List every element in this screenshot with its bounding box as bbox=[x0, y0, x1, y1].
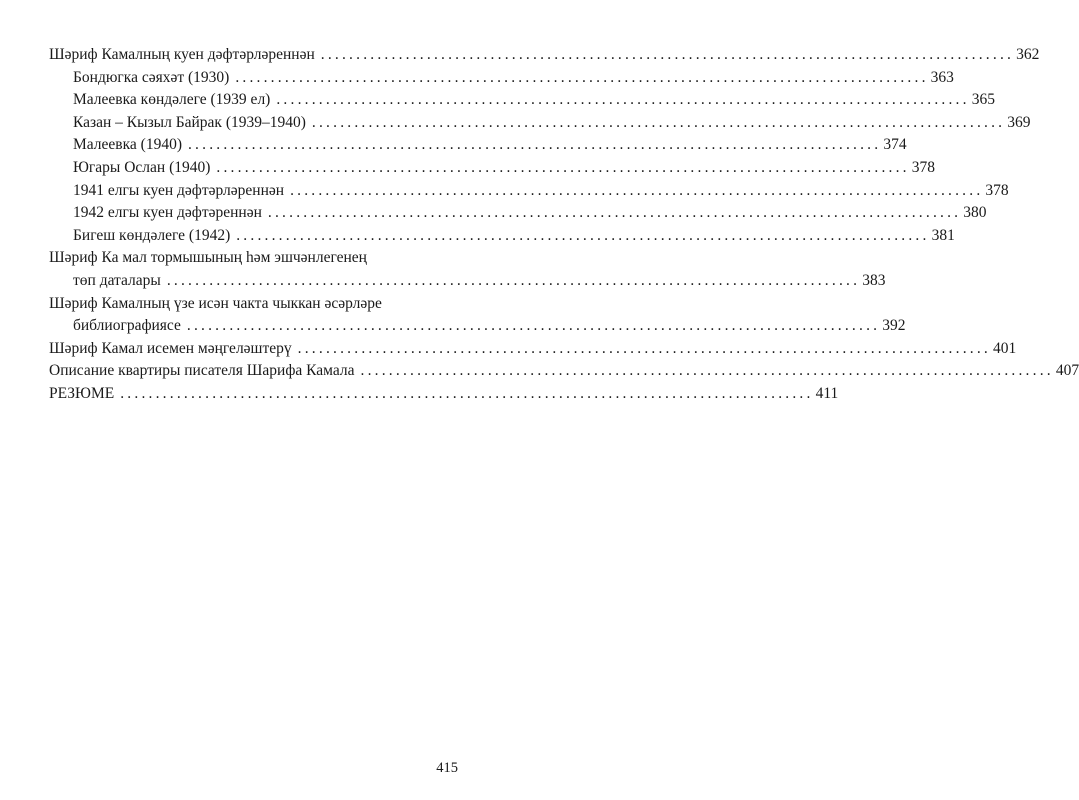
dot-leader: .................................................................................................. bbox=[186, 317, 881, 335]
toc-entry-title: библиографиясе bbox=[73, 317, 181, 335]
toc-entry bbox=[49, 44, 1040, 67]
toc-entry-page: 369 bbox=[1007, 113, 1031, 131]
toc-entry-title: Бондюгка сәяхәт (1930) bbox=[73, 68, 230, 86]
toc-entry-page: 378 bbox=[985, 181, 1009, 199]
toc-entry-title: Бигеш көндәлеге (1942) bbox=[73, 226, 231, 244]
toc-entry bbox=[49, 270, 886, 293]
toc-entry-title: Малеевка (1940) bbox=[73, 136, 182, 154]
toc-entry-page: 362 bbox=[1016, 46, 1040, 63]
toc-entry-title: Шәриф Камалның үзе исән чакта чыккан әсәрләре bbox=[49, 294, 382, 312]
toc-entry bbox=[49, 180, 1009, 203]
dot-leader: .................................................................................................. bbox=[216, 158, 910, 176]
toc-entry bbox=[49, 112, 1031, 135]
dot-leader: .................................................................................................. bbox=[311, 113, 1006, 131]
dot-leader: .................................................................................................. bbox=[267, 204, 962, 222]
toc-entry-page: 374 bbox=[883, 136, 907, 154]
toc-entry-title: Малеевка көндәлеге (1939 ел) bbox=[73, 91, 271, 109]
toc-entry-page: 407 bbox=[1055, 362, 1079, 380]
toc-entry-title: Казан – Кызыл Байрак (1939–1940) bbox=[73, 113, 306, 131]
toc-entry-title: 1941 елгы куен дәфтәрләреннән bbox=[73, 181, 285, 199]
toc-entry bbox=[49, 134, 907, 157]
toc-entry-title: РЕЗЮМЕ bbox=[49, 384, 115, 402]
toc-entry-first-line bbox=[49, 293, 457, 316]
dot-leader: .................................................................................................. bbox=[360, 362, 1054, 380]
toc-entry-first-line bbox=[49, 247, 457, 270]
toc-entry bbox=[49, 157, 935, 180]
dot-leader: .................................................................................................. bbox=[235, 68, 929, 86]
toc-entry bbox=[49, 225, 955, 248]
dot-leader: .................................................................................................. bbox=[236, 226, 930, 244]
toc-entry bbox=[49, 202, 987, 225]
toc-entry bbox=[49, 338, 1017, 361]
toc-entry-title: Югары Ослан (1940) bbox=[73, 158, 211, 176]
dot-leader: .................................................................................................. bbox=[297, 339, 992, 357]
toc-entry-title: Шәриф Камал исемен мәңгеләштерү bbox=[49, 339, 292, 357]
toc-entry-page: 363 bbox=[930, 68, 954, 86]
dot-leader: .................................................................................................. bbox=[120, 384, 814, 402]
dot-leader: .................................................................................................. bbox=[187, 136, 882, 154]
toc-entry-page: 380 bbox=[963, 204, 987, 222]
table-of-contents bbox=[49, 44, 1079, 406]
toc-entry-page: 365 bbox=[971, 91, 995, 109]
toc-entry-page: 411 bbox=[815, 384, 839, 402]
toc-entry-page: 378 bbox=[911, 158, 935, 176]
toc-entry-page: 401 bbox=[993, 339, 1017, 357]
toc-entry bbox=[49, 67, 954, 90]
toc-entry bbox=[49, 89, 995, 112]
toc-entry-page: 383 bbox=[862, 271, 886, 289]
page-number: 415 bbox=[436, 760, 458, 776]
toc-entry-title: 1942 елгы куен дәфтәреннән bbox=[73, 204, 262, 222]
toc-entry-title: Шәриф Ка мал тормышының һәм эшчәнлегенең bbox=[49, 249, 367, 267]
toc-entry bbox=[49, 315, 906, 338]
toc-entry-title: төп даталары bbox=[73, 271, 161, 289]
dot-leader: .................................................................................................. bbox=[320, 46, 1015, 63]
toc-entry bbox=[49, 360, 1079, 383]
dot-leader: .................................................................................................. bbox=[276, 91, 970, 109]
dot-leader: .................................................................................................. bbox=[166, 271, 861, 289]
toc-entry-title: Описание квартиры писателя Шарифа Камала bbox=[49, 362, 355, 380]
toc-entry bbox=[49, 383, 839, 406]
toc-entry-title: Шәриф Камалның куен дәфтәрләреннән bbox=[49, 46, 315, 63]
toc-entry-page: 392 bbox=[882, 317, 906, 335]
dot-leader: .................................................................................................. bbox=[290, 181, 984, 199]
toc-entry-page: 381 bbox=[931, 226, 955, 244]
